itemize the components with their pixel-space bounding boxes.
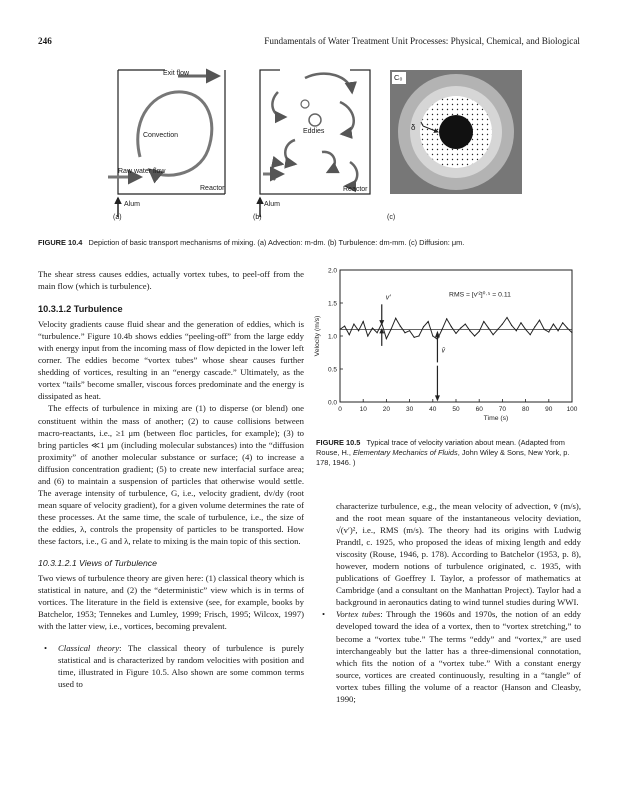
velocity-point: [358, 330, 359, 331]
right-column: [316, 500, 581, 705]
velocity-point: [497, 329, 498, 330]
velocity-point: [465, 324, 466, 325]
velocity-point: [553, 324, 554, 325]
plot-frame: [340, 270, 572, 402]
x-tick-label: 10: [359, 406, 367, 413]
right-paragraph-1: characterize turbulence, e.g., the mean velocity of advection, v̄ (m/s), and the root mean square of the instantaneous velocity deviation, √(v′)², i.e., RMS (m/s). The theory had its origins with Ludwig Prandtl, c. 1925, who proposed the ideas of mixing length and eddy viscosity (Rouse, 1946, p. 178). According to Batchelor (1953, p. 8), however, modern notions of turbulence originated, c. 1935, with publications of Goeffrey I. Taylor, a professor of mathematics at Cambridge (and a consultant on the Manhattan Project). Taylor had a background in aeronautics dating to wind tunnel studies during WWI.: [336, 501, 581, 608]
velocity-point: [530, 334, 531, 335]
velocity-point: [409, 330, 410, 331]
intro-paragraph: The shear stress causes eddies, actually vortex tubes, to peel-off from the main flow (which is turbulence).: [38, 269, 304, 292]
x-axis-label: Time (s): [483, 415, 509, 422]
section-title-turbulence: 10.3.1.2 Turbulence: [38, 304, 123, 315]
delta-symbol: δ: [411, 123, 416, 132]
velocity-point: [353, 324, 354, 325]
velocity-line: [340, 318, 572, 340]
figure-10-4: [100, 62, 560, 227]
velocity-point: [423, 326, 424, 327]
y-tick-label: 2.0: [327, 267, 337, 275]
velocity-point: [441, 329, 442, 330]
x-tick-label: 90: [545, 406, 553, 413]
figure-10-5-caption-italic: Elementary Mechanics of Fluids: [352, 448, 458, 457]
velocity-point: [446, 318, 447, 319]
turbulence-paragraph-2: The effects of turbulence in mixing are (1) to disperse (or blend) one constituent within the mass of another; (2) to cause collisions between macro-reactants, i.e., ≥1 μm (between floc particles, for example); (3) to bring particles ≪1 μm (including molecular substances) into the “diffusion proximity” of another molecular substance or surface; (4) to increase a diffusion concentration gradient; (5) to create new interfacial surface area; and (6) to maintain a suspension of particles that otherwise would settle. The average intensity of turbulence, G, i.e., velocity gradient, dv/dy (root mean square of velocity gradient), for a given volume determines the rate of these processes. At the same time, the scale of turbulence, i.e., the size of the eddies, λ, controls the propensity of particles to be transported. How these factors, i.e., G and λ, relate to mixing is the main topic of this section.: [38, 403, 304, 546]
figure-10-4-caption: [38, 238, 588, 248]
x-tick-label: 40: [429, 406, 437, 413]
velocity-point: [386, 338, 387, 339]
x-tick-label: 0: [338, 406, 342, 413]
page-number: 246: [38, 36, 52, 46]
raw-water-flow-label: Raw water flow: [118, 168, 166, 175]
v-bar-label: v̄: [441, 347, 445, 355]
panel-a-label: (a): [113, 214, 122, 221]
convection-label: Convection: [143, 132, 179, 139]
velocity-point: [488, 327, 489, 328]
velocity-point: [506, 317, 507, 318]
velocity-point: [460, 327, 461, 328]
velocity-point: [557, 330, 558, 331]
rms-label: RMS = [v′²]⁰·⁵ = 0.11: [449, 291, 511, 299]
figure-10-5-caption-label: FIGURE 10.5: [316, 438, 361, 447]
panel-c: [390, 70, 522, 194]
velocity-point: [567, 327, 568, 328]
panel-c-label: (c): [387, 214, 396, 221]
velocity-point: [520, 322, 521, 323]
bullet-vortex-tubes: • Vortex tubes: Through the 1960s and 1970s, the notion of an eddy developed toward the idea of a vortex, then to “vortex stretching,” to become a “vortex tube.” The terms “eddy” and “vortex,” are used interchangeably but the latter has a three-dimensional connotation, which fits the notion of a “vortex tube.” With a constant energy source, vortices are created continuously, resulting in a “tangle” of vortex tubes filling the volume of a reactor (Hanson and Cleasby, 1990;: [322, 609, 582, 704]
c0-symbol: C₀: [394, 73, 403, 82]
reactor-label-b: Reactor: [343, 186, 368, 193]
bullet-list-right: [316, 608, 581, 704]
y-axis-label: Velocity (m/s): [314, 315, 321, 357]
x-tick-label: 80: [521, 406, 530, 413]
velocity-point: [479, 331, 480, 332]
velocity-point: [377, 332, 378, 333]
velocity-point: [395, 318, 396, 319]
x-tick-label: 60: [475, 406, 483, 413]
velocity-point: [432, 335, 433, 336]
x-tick-label: 30: [405, 406, 414, 413]
x-tick-label: 20: [382, 406, 391, 413]
velocity-point: [502, 324, 503, 325]
subsection-title-views: 10.3.1.2.1 Views of Turbulence: [38, 558, 157, 569]
eddies-label: Eddies: [303, 128, 325, 135]
v-prime-arrowhead-down: [379, 320, 384, 325]
velocity-point: [363, 321, 364, 322]
x-tick-label: 100: [566, 406, 578, 413]
figure-10-5-caption-text-2: , John Wiley & Sons, New York, p. 178, 1946. ): [316, 448, 570, 467]
velocity-point: [349, 334, 350, 335]
velocity-point: [418, 335, 419, 336]
velocity-point: [414, 337, 415, 338]
velocity-point: [400, 326, 401, 327]
velocity-point: [525, 329, 526, 330]
views-paragraph: Two views of turbulence theory are given here: (1) classical theory which is statistical in nature, and (2) the “deterministic” view which is in terms of vortices. The literature in the field is extensive (see, for example, books by Batchelor, 1953; Tennekes and Lumley, 1999; Frisch, 1995; Wilcox, 1997) with the latter view, i.e., vortices, becoming prevalent.: [38, 573, 304, 632]
velocity-point: [344, 326, 345, 327]
velocity-point: [339, 329, 340, 330]
bullet-classical-text: : The classical theory of turbulence is purely statistical and is characterized by random velocities with position and time, illustrated in Figure 10.5. Also shown are some common terms used to: [58, 643, 304, 690]
bullet-classical-theory: • Classical theory: The classical theory of turbulence is purely statistical and is characterized by random velocities with position and time, illustrated in Figure 10.5. Also shown are some common terms used to: [44, 643, 304, 690]
velocity-point: [428, 321, 429, 322]
y-tick-label: 1.5: [327, 300, 337, 308]
velocity-point: [372, 327, 373, 328]
x-tick-label: 50: [452, 406, 460, 413]
velocity-point: [483, 321, 484, 322]
velocity-point: [516, 330, 517, 331]
velocity-point: [562, 322, 563, 323]
figure-10-5-caption: [316, 438, 581, 468]
v-bar-arrowhead-up: [435, 331, 440, 338]
velocity-point: [534, 326, 535, 327]
velocity-point: [571, 332, 572, 333]
velocity-point: [493, 334, 494, 335]
velocity-point: [404, 332, 405, 333]
figure-10-5-caption-text-1: Typical trace of velocity variation about mean. (Adapted from Rouse, H.,: [316, 438, 565, 457]
y-tick-label: 0.0: [327, 399, 337, 407]
velocity-point: [469, 330, 470, 331]
reactor-label-a: Reactor: [200, 185, 225, 192]
velocity-point: [390, 329, 391, 330]
velocity-point: [511, 325, 512, 326]
panel-a: [108, 70, 225, 217]
velocity-point: [367, 335, 368, 336]
bullet-vortex-text: : Through the 1960s and 1970s, the notion of an eddy developed toward the idea of a vortex, then to “vortex stretching,” to become a “vortex tube.” The terms “eddy” and “vortex,” are used interchangeably but the latter has a three-dimensional connotation, which fits the notion of a “vortex tube.” With a constant energy source, vortices are created continuously, resulting in a “tangle” of vortex tubes filling the volume of a reactor (Hanson and Cleasby, 1990;: [336, 609, 582, 704]
v-prime-label: v′: [385, 294, 391, 302]
velocity-point: [455, 333, 456, 334]
y-tick-label: 1.0: [327, 333, 337, 341]
alum-label-b: Alum: [264, 201, 280, 208]
velocity-point: [474, 335, 475, 336]
turbulence-paragraph-1: Velocity gradients cause fluid shear and the generation of eddies, which is “turbulence.” Figure 10.4b shows eddies “peeling-off” from the large eddy with energy input from the incoming mass of flow depicted in the lower left corner. The eddies become “vortex tubes” whose shear causes further shedding of vortices, resulting in an “energy cascade.” Ultimately, as the vortex “tails” become smaller, viscous forces predominate and the energy is dissipated as heat.: [38, 319, 304, 402]
velocity-point: [544, 329, 545, 330]
figure-10-4-caption-label: FIGURE 10.4: [38, 238, 83, 247]
velocity-point: [451, 326, 452, 327]
bullet-vortex-title: Vortex tubes: [336, 609, 381, 620]
v-bar-arrowhead-down: [435, 395, 440, 401]
bullet-classical-title: Classical theory: [58, 643, 120, 654]
velocity-point: [539, 320, 540, 321]
panel-b: [260, 70, 370, 217]
figure-10-4-caption-text: Depiction of basic transport mechanisms of mixing. (a) Advection: m-dm. (b) Turbulence: dm-mm. (c) Diffusion: μm.: [88, 238, 465, 247]
y-tick-label: 0.5: [327, 366, 337, 374]
x-tick-label: 70: [498, 406, 507, 413]
panel-b-label: (b): [253, 214, 262, 221]
figure-10-5-chart: [310, 262, 582, 424]
running-title: Fundamentals of Water Treatment Unit Processes: Physical, Chemical, and Biological: [264, 36, 580, 46]
bullet-list-left: [38, 642, 304, 690]
exit-flow-label: Exit flow: [163, 70, 190, 77]
left-column: [38, 268, 304, 691]
alum-label-a: Alum: [124, 201, 140, 208]
velocity-point: [548, 331, 549, 332]
